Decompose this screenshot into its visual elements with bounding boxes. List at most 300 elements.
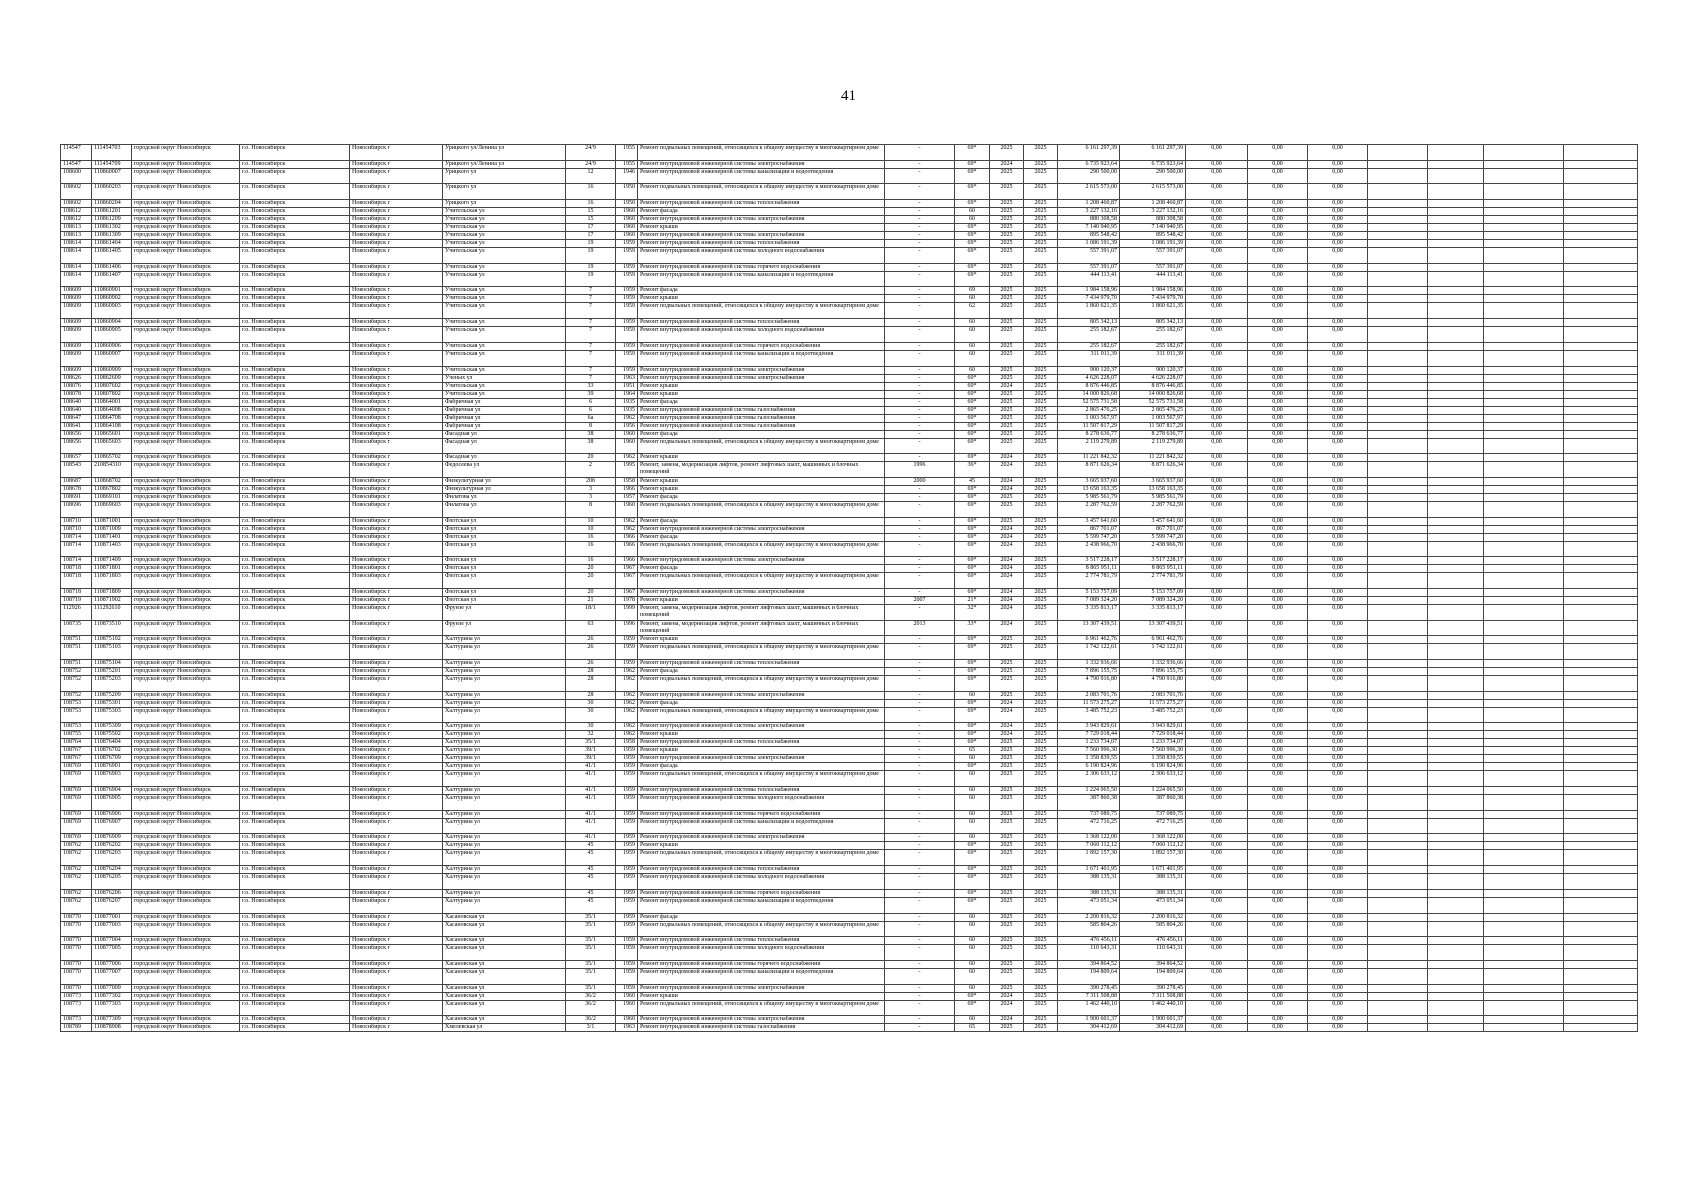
cell-b: 0,00: [1248, 921, 1308, 937]
cell-district: городской округ Новосибирск: [132, 707, 240, 723]
cell-empty: [1428, 1024, 1484, 1032]
cell-empty: [1484, 968, 1564, 984]
cell-code: 110877303: [92, 1000, 132, 1016]
cell-id: 108714: [61, 557, 92, 565]
cell-empty: [1368, 263, 1428, 271]
cell-id: 108612: [61, 208, 92, 216]
cell-b: 0,00: [1248, 707, 1308, 723]
cell-a: 0,00: [1186, 533, 1248, 541]
cell-c: 0,00: [1308, 517, 1368, 525]
cell-municipality: г.о. Новосибирск: [240, 541, 350, 557]
cell-c: 0,00: [1308, 874, 1368, 890]
cell-empty: [1428, 960, 1484, 968]
cell-empty: [1368, 438, 1428, 454]
cell-empty: [1428, 731, 1484, 739]
cell-cost: 194 809,64: [1058, 968, 1120, 984]
cell-v2: 69*: [955, 723, 990, 731]
cell-cost: 476 456,11: [1058, 937, 1120, 945]
cell-house: 26: [566, 660, 616, 668]
cell-empty: [1368, 723, 1428, 731]
cell-a: 0,00: [1186, 366, 1248, 374]
cell-total: 6 190 824,96: [1120, 763, 1186, 771]
cell-end: 2025: [1024, 366, 1058, 374]
cell-v1: -: [885, 160, 955, 168]
cell-municipality: г.о. Новосибирск: [240, 184, 350, 200]
cell-cost: 1 358 839,55: [1058, 755, 1120, 763]
cell-code: 111292610: [92, 604, 132, 620]
cell-end: 2025: [1024, 168, 1058, 184]
cell-locality: Новосибирск г: [350, 850, 443, 866]
cell-district: городской округ Новосибирск: [132, 565, 240, 573]
cell-empty: [1564, 984, 1638, 992]
cell-a: 0,00: [1186, 390, 1248, 398]
cell-end: 2025: [1024, 438, 1058, 454]
cell-empty: [1484, 644, 1564, 660]
cell-municipality: г.о. Новосибирск: [240, 834, 350, 842]
cell-empty: [1368, 454, 1428, 462]
cell-empty: [1564, 834, 1638, 842]
cell-district: городской округ Новосибирск: [132, 921, 240, 937]
cell-work: Ремонт крыши: [638, 992, 885, 1000]
cell-code: 110875303: [92, 707, 132, 723]
cell-work: Ремонт внутридомовой инженерной системы горячего водоснабжения: [638, 960, 885, 968]
table-row: [61, 763, 1638, 771]
cell-empty: [1484, 699, 1564, 707]
cell-empty: [1484, 374, 1564, 382]
cell-locality: Новосибирск г: [350, 295, 443, 303]
cell-empty: [1428, 763, 1484, 771]
cell-end: 2025: [1024, 382, 1058, 390]
cell-empty: [1564, 271, 1638, 287]
cell-municipality: г.о. Новосибирск: [240, 810, 350, 818]
cell-start: 2024: [990, 477, 1024, 485]
cell-empty: [1368, 168, 1428, 184]
cell-municipality: г.о. Новосибирск: [240, 501, 350, 517]
cell-cost: 1 208 460,87: [1058, 200, 1120, 208]
cell-district: городской округ Новосибирск: [132, 731, 240, 739]
cell-empty: [1564, 485, 1638, 493]
cell-district: городской округ Новосибирск: [132, 366, 240, 374]
cell-id: 108762: [61, 866, 92, 874]
cell-empty: [1428, 913, 1484, 921]
cell-district: городской округ Новосибирск: [132, 945, 240, 961]
table-row: [61, 240, 1638, 248]
cell-v1: -: [885, 263, 955, 271]
cell-a: 0,00: [1186, 414, 1248, 422]
cell-empty: [1484, 636, 1564, 644]
cell-start: 2025: [990, 350, 1024, 366]
cell-cost: 1 003 567,97: [1058, 414, 1120, 422]
cell-v2: 69*: [955, 636, 990, 644]
cell-id: 108755: [61, 731, 92, 739]
cell-end: 2025: [1024, 184, 1058, 200]
cell-work: Ремонт внутридомовой инженерной системы электроснабжения: [638, 160, 885, 168]
cell-empty: [1428, 984, 1484, 992]
cell-id: 108609: [61, 327, 92, 343]
table-row: [61, 889, 1638, 897]
cell-total: 255 182,67: [1120, 342, 1186, 350]
cell-a: 0,00: [1186, 374, 1248, 382]
cell-street: Фрунзе ул: [443, 620, 566, 636]
cell-c: 0,00: [1308, 668, 1368, 676]
cell-total: 4 790 916,80: [1120, 676, 1186, 692]
cell-year: 1959: [616, 747, 638, 755]
cell-empty: [1564, 620, 1638, 636]
cell-end: 2025: [1024, 573, 1058, 589]
cell-locality: Новосибирск г: [350, 382, 443, 390]
cell-empty: [1484, 763, 1564, 771]
cell-start: 2024: [990, 699, 1024, 707]
cell-cost: 7 311 508,88: [1058, 992, 1120, 1000]
cell-total: 3 485 752,23: [1120, 707, 1186, 723]
cell-empty: [1484, 390, 1564, 398]
cell-municipality: г.о. Новосибирск: [240, 248, 350, 264]
cell-a: 0,00: [1186, 739, 1248, 747]
cell-code: 110878908: [92, 1024, 132, 1032]
cell-a: 0,00: [1186, 945, 1248, 961]
cell-street: Хасановская ул: [443, 1016, 566, 1024]
cell-work: Ремонт внутридомовой инженерной системы газоснабжения: [638, 406, 885, 414]
cell-total: 388 135,31: [1120, 889, 1186, 897]
cell-c: 0,00: [1308, 541, 1368, 557]
cell-c: 0,00: [1308, 676, 1368, 692]
cell-empty: [1428, 636, 1484, 644]
cell-total: 7 060 112,12: [1120, 842, 1186, 850]
table-row: [61, 668, 1638, 676]
cell-v1: -: [885, 866, 955, 874]
cell-house: 17: [566, 232, 616, 240]
cell-id: 108752: [61, 691, 92, 699]
cell-code: 110867802: [92, 485, 132, 493]
cell-street: Фасадная ул: [443, 454, 566, 462]
cell-total: 6 735 923,64: [1120, 160, 1186, 168]
cell-empty: [1564, 723, 1638, 731]
cell-house: 41/1: [566, 818, 616, 834]
cell-cost: 255 182,67: [1058, 327, 1120, 343]
cell-work: Ремонт внутридомовой инженерной системы электроснабжения: [638, 723, 885, 731]
table-row: [61, 937, 1638, 945]
table-row: [61, 517, 1638, 525]
cell-empty: [1484, 541, 1564, 557]
cell-end: 2025: [1024, 200, 1058, 208]
cell-end: 2025: [1024, 1024, 1058, 1032]
cell-v2: 69*: [955, 557, 990, 565]
table-row: [61, 493, 1638, 501]
cell-c: 0,00: [1308, 937, 1368, 945]
cell-total: 6 161 297,39: [1120, 145, 1186, 161]
cell-empty: [1484, 501, 1564, 517]
cell-v1: -: [885, 1000, 955, 1016]
cell-municipality: г.о. Новосибирск: [240, 787, 350, 795]
cell-c: 0,00: [1308, 755, 1368, 763]
cell-end: 2025: [1024, 493, 1058, 501]
cell-a: 0,00: [1186, 810, 1248, 818]
cell-empty: [1428, 493, 1484, 501]
cell-b: 0,00: [1248, 747, 1308, 755]
cell-empty: [1428, 501, 1484, 517]
cell-b: 0,00: [1248, 913, 1308, 921]
cell-locality: Новосибирск г: [350, 660, 443, 668]
table-row: [61, 834, 1638, 842]
cell-code: 110860905: [92, 327, 132, 343]
cell-work: Ремонт фасада: [638, 913, 885, 921]
cell-cost: 7 896 155,75: [1058, 668, 1120, 676]
cell-start: 2025: [990, 224, 1024, 232]
cell-b: 0,00: [1248, 327, 1308, 343]
cell-work: Ремонт крыши: [638, 390, 885, 398]
cell-year: 1966: [616, 533, 638, 541]
cell-street: Фасадная ул: [443, 438, 566, 454]
cell-b: 0,00: [1248, 168, 1308, 184]
cell-b: 0,00: [1248, 240, 1308, 248]
cell-c: 0,00: [1308, 271, 1368, 287]
cell-end: 2025: [1024, 945, 1058, 961]
cell-cost: 3 457 641,60: [1058, 517, 1120, 525]
cell-year: 1951: [616, 382, 638, 390]
cell-empty: [1428, 248, 1484, 264]
cell-a: 0,00: [1186, 303, 1248, 319]
cell-work: Ремонт внутридомовой инженерной системы холодного водоснабжения: [638, 327, 885, 343]
cell-empty: [1564, 874, 1638, 890]
cell-v1: -: [885, 771, 955, 787]
cell-street: Халтурина ул: [443, 763, 566, 771]
cell-empty: [1564, 224, 1638, 232]
cell-year: 1955: [616, 160, 638, 168]
cell-locality: Новосибирск г: [350, 525, 443, 533]
cell-district: городской округ Новосибирск: [132, 1000, 240, 1016]
cell-empty: [1428, 327, 1484, 343]
cell-v2: 69*: [955, 992, 990, 1000]
cell-municipality: г.о. Новосибирск: [240, 596, 350, 604]
cell-year: 1959: [616, 913, 638, 921]
cell-locality: Новосибирск г: [350, 604, 443, 620]
table-row: [61, 644, 1638, 660]
cell-v2: 69*: [955, 644, 990, 660]
cell-district: городской округ Новосибирск: [132, 604, 240, 620]
cell-district: городской округ Новосибирск: [132, 699, 240, 707]
cell-year: 1960: [616, 438, 638, 454]
cell-v2: 60: [955, 960, 990, 968]
cell-start: 2025: [990, 937, 1024, 945]
cell-end: 2025: [1024, 525, 1058, 533]
cell-municipality: г.о. Новосибирск: [240, 620, 350, 636]
cell-locality: Новосибирск г: [350, 557, 443, 565]
cell-street: Флотская ул: [443, 517, 566, 525]
cell-end: 2025: [1024, 644, 1058, 660]
cell-empty: [1368, 342, 1428, 350]
cell-municipality: г.о. Новосибирск: [240, 382, 350, 390]
table-row: [61, 866, 1638, 874]
cell-cost: 2 865 476,25: [1058, 406, 1120, 414]
cell-total: 2 438 966,70: [1120, 541, 1186, 557]
cell-cost: 390 278,45: [1058, 984, 1120, 992]
cell-year: 1959: [616, 850, 638, 866]
cell-street: Халтурина ул: [443, 866, 566, 874]
cell-id: 112926: [61, 604, 92, 620]
cell-v1: -: [885, 200, 955, 208]
cell-a: 0,00: [1186, 525, 1248, 533]
cell-empty: [1368, 271, 1428, 287]
cell-district: городской округ Новосибирск: [132, 644, 240, 660]
cell-empty: [1564, 889, 1638, 897]
cell-code: 110864108: [92, 422, 132, 430]
cell-street: Фабричная ул: [443, 414, 566, 422]
cell-year: 1935: [616, 398, 638, 406]
cell-total: 472 716,25: [1120, 818, 1186, 834]
cell-district: городской округ Новосибирск: [132, 897, 240, 913]
cell-v2: 32*: [955, 604, 990, 620]
cell-empty: [1484, 517, 1564, 525]
table-row: [61, 374, 1638, 382]
cell-empty: [1484, 295, 1564, 303]
cell-code: 110875201: [92, 668, 132, 676]
cell-a: 0,00: [1186, 731, 1248, 739]
cell-empty: [1564, 303, 1638, 319]
cell-house: 41/1: [566, 810, 616, 818]
cell-street: Халтурина ул: [443, 699, 566, 707]
table-row: [61, 350, 1638, 366]
cell-v1: -: [885, 960, 955, 968]
cell-empty: [1428, 889, 1484, 897]
cell-start: 2025: [990, 374, 1024, 382]
cell-b: 0,00: [1248, 889, 1308, 897]
cell-v2: 45: [955, 477, 990, 485]
cell-empty: [1368, 295, 1428, 303]
cell-a: 0,00: [1186, 596, 1248, 604]
cell-empty: [1368, 184, 1428, 200]
cell-empty: [1428, 557, 1484, 565]
cell-start: 2024: [990, 992, 1024, 1000]
cell-empty: [1484, 866, 1564, 874]
cell-total: 1 984 158,96: [1120, 287, 1186, 295]
cell-work: Ремонт внутридомовой инженерной системы канализации и водоотведения: [638, 897, 885, 913]
cell-c: 0,00: [1308, 731, 1368, 739]
cell-start: 2025: [990, 1024, 1024, 1032]
cell-work: Ремонт фасада: [638, 398, 885, 406]
cell-year: 1960: [616, 216, 638, 224]
cell-house: 19: [566, 240, 616, 248]
cell-start: 2024: [990, 573, 1024, 589]
cell-year: 1960: [616, 430, 638, 438]
cell-total: 7 434 979,70: [1120, 295, 1186, 303]
cell-house: 41/1: [566, 771, 616, 787]
cell-locality: Новосибирск г: [350, 430, 443, 438]
cell-a: 0,00: [1186, 168, 1248, 184]
cell-cost: 304 412,69: [1058, 1024, 1120, 1032]
cell-street: Халтурина ул: [443, 691, 566, 699]
cell-locality: Новосибирск г: [350, 208, 443, 216]
cell-b: 0,00: [1248, 596, 1308, 604]
cell-total: 7 896 155,75: [1120, 668, 1186, 676]
cell-end: 2025: [1024, 263, 1058, 271]
cell-year: 1959: [616, 763, 638, 771]
cell-work: Ремонт подвальных помещений, относящихся к общему имуществу в многоквартирном доме: [638, 501, 885, 517]
cell-b: 0,00: [1248, 676, 1308, 692]
cell-id: 108678: [61, 485, 92, 493]
cell-cost: 1 860 621,35: [1058, 303, 1120, 319]
cell-house: 20: [566, 565, 616, 573]
cell-c: 0,00: [1308, 889, 1368, 897]
cell-street: Урицкого ул: [443, 200, 566, 208]
cell-house: 35/1: [566, 960, 616, 968]
cell-year: 1962: [616, 691, 638, 699]
cell-a: 0,00: [1186, 866, 1248, 874]
table-row: [61, 390, 1638, 398]
cell-code: 110875102: [92, 636, 132, 644]
cell-id: 108764: [61, 739, 92, 747]
cell-v2: 65: [955, 1024, 990, 1032]
cell-empty: [1564, 390, 1638, 398]
cell-end: 2025: [1024, 160, 1058, 168]
cell-a: 0,00: [1186, 271, 1248, 287]
cell-empty: [1484, 771, 1564, 787]
cell-b: 0,00: [1248, 406, 1308, 414]
cell-locality: Новосибирск г: [350, 319, 443, 327]
cell-cost: 1 368 122,00: [1058, 834, 1120, 842]
cell-empty: [1564, 319, 1638, 327]
cell-cost: 387 860,38: [1058, 795, 1120, 811]
cell-house: 35/1: [566, 945, 616, 961]
cell-a: 0,00: [1186, 319, 1248, 327]
cell-empty: [1368, 525, 1428, 533]
cell-empty: [1368, 374, 1428, 382]
cell-municipality: г.о. Новосибирск: [240, 755, 350, 763]
cell-b: 0,00: [1248, 565, 1308, 573]
cell-district: городской округ Новосибирск: [132, 342, 240, 350]
cell-street: Учительская ул: [443, 240, 566, 248]
cell-v1: 1996: [885, 462, 955, 478]
cell-code: 110860903: [92, 303, 132, 319]
cell-a: 0,00: [1186, 406, 1248, 414]
cell-district: городской округ Новосибирск: [132, 406, 240, 414]
cell-work: Ремонт подвальных помещений, относящихся к общему имуществу в многоквартирном доме: [638, 771, 885, 787]
cell-house: 35/1: [566, 921, 616, 937]
table-row: [61, 984, 1638, 992]
cell-end: 2025: [1024, 850, 1058, 866]
cell-house: 32: [566, 731, 616, 739]
cell-house: 35/1: [566, 968, 616, 984]
cell-empty: [1564, 1024, 1638, 1032]
cell-empty: [1484, 145, 1564, 161]
cell-street: Флотская ул: [443, 533, 566, 541]
cell-c: 0,00: [1308, 501, 1368, 517]
cell-house: 8: [566, 422, 616, 430]
cell-street: Хмелевская ул: [443, 1024, 566, 1032]
cell-b: 0,00: [1248, 160, 1308, 168]
cell-empty: [1368, 731, 1428, 739]
cell-start: 2025: [990, 501, 1024, 517]
cell-v1: -: [885, 366, 955, 374]
cell-code: 110871409: [92, 557, 132, 565]
cell-empty: [1484, 731, 1564, 739]
cell-id: 108613: [61, 232, 92, 240]
cell-municipality: г.о. Новосибирск: [240, 818, 350, 834]
cell-v1: -: [885, 1024, 955, 1032]
cell-id: 108769: [61, 771, 92, 787]
cell-code: 110871902: [92, 596, 132, 604]
cell-locality: Новосибирск г: [350, 342, 443, 350]
cell-start: 2024: [990, 1016, 1024, 1024]
cell-district: городской округ Новосибирск: [132, 771, 240, 787]
cell-v2: 69*: [955, 501, 990, 517]
cell-empty: [1368, 588, 1428, 596]
table-row: [61, 992, 1638, 1000]
cell-id: 114547: [61, 160, 92, 168]
cell-municipality: г.о. Новосибирск: [240, 795, 350, 811]
cell-empty: [1564, 200, 1638, 208]
cell-a: 0,00: [1186, 691, 1248, 699]
cell-v2: 60: [955, 327, 990, 343]
